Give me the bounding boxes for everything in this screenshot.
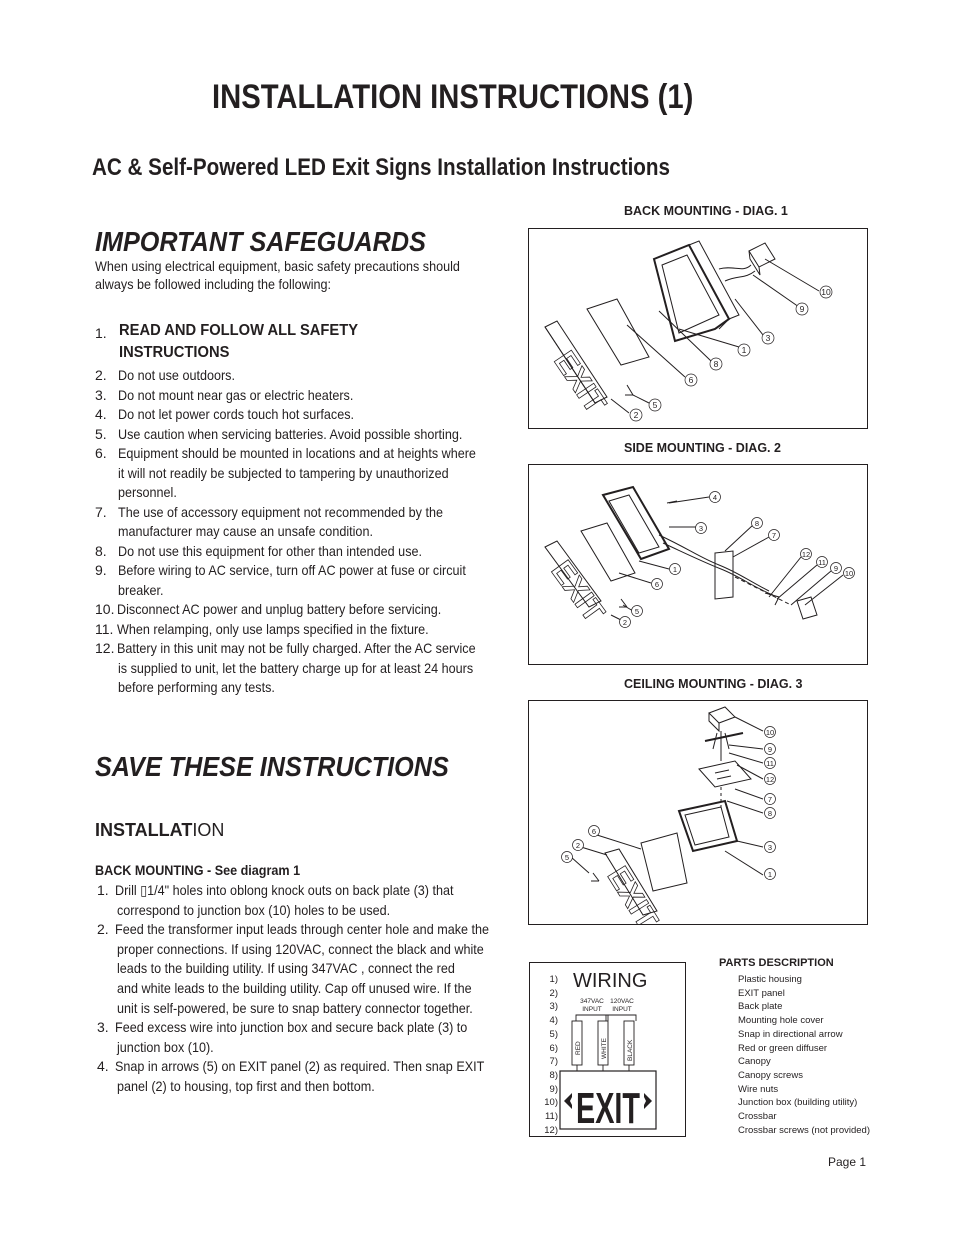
ceiling-mounting-diagram xyxy=(528,700,868,925)
callout-label: 9 xyxy=(767,745,773,754)
callout-label: 10 xyxy=(844,569,854,578)
callout-label: 1 xyxy=(741,345,747,355)
installation-heading-rest: ION xyxy=(192,820,225,840)
back-mounting-heading: BACK MOUNTING - See diagram 1 xyxy=(95,862,301,878)
safeguards-intro xyxy=(95,257,515,293)
callout-label: 7 xyxy=(771,531,777,540)
item-line: breaker. xyxy=(118,581,164,598)
part-label: Crossbar screws (not provided) xyxy=(738,1124,870,1136)
part-number: 10) xyxy=(544,1097,558,1109)
ceiling-mounting-illustration xyxy=(529,701,867,924)
step-line: Drill ▯1/4" holes into oblong knock outs on back plate (3) that xyxy=(115,882,454,898)
part-label: Snap in directional arrow xyxy=(738,1028,843,1040)
intro-line: When using electrical equipment, basic safety precautions should xyxy=(95,258,460,274)
item-number: 7. xyxy=(95,503,107,520)
part-number: 1) xyxy=(549,974,558,985)
part-number: 3) xyxy=(549,1001,558,1013)
part-number: 4) xyxy=(549,1015,558,1027)
item-number: 5. xyxy=(95,425,107,442)
item-line: When relamping, only use lamps specified in the fixture. xyxy=(117,620,429,637)
part-label: Canopy screws xyxy=(738,1069,803,1081)
step-line: leads to the building utility. If using 347VAC , connect the red xyxy=(117,960,455,977)
part-label: Mounting hole cover xyxy=(738,1015,824,1027)
callout-label: 6 xyxy=(591,827,597,836)
callout-label: 11 xyxy=(818,558,826,567)
part-label: Back plate xyxy=(738,1001,783,1013)
callout-label: 1 xyxy=(767,870,773,879)
wire-label-red: RED xyxy=(575,1041,582,1055)
wire-label-white: WHITE xyxy=(601,1038,608,1059)
installation-heading xyxy=(95,820,224,841)
callout-label: 9 xyxy=(799,304,805,314)
part-label: Junction box (building utility) xyxy=(738,1097,858,1109)
installation-heading-bold: INSTALLAT xyxy=(95,820,193,840)
wire-label-black: BLACK xyxy=(627,1039,634,1061)
item-line: Use caution when servicing batteries. Avoid possible shorting. xyxy=(118,425,463,442)
item-number: 10. xyxy=(95,601,115,617)
part-number: 6) xyxy=(549,1042,558,1054)
callout-label: 8 xyxy=(767,809,773,818)
callout-label: 7 xyxy=(767,795,773,804)
back-mounting-diagram xyxy=(528,228,868,429)
item-line: Equipment should be mounted in locations and at heights where xyxy=(118,445,476,461)
step-line: panel (2) to housing, top first and then bottom. xyxy=(117,1077,375,1094)
parts-heading: PARTS DESCRIPTION xyxy=(719,957,834,969)
step-line: unit is self-powered, be sure to snap battery connector together. xyxy=(117,999,473,1016)
step-line: Feed excess wire into junction box and secure back plate (3) to xyxy=(115,1019,468,1036)
step-line: Feed the transformer input leads through center hole and make the xyxy=(115,921,490,938)
callout-label: 2 xyxy=(633,410,639,420)
ceiling-mounting-caption: CEILING MOUNTING - DIAG. 3 xyxy=(624,677,803,691)
callout-label: 2 xyxy=(622,618,628,627)
callout-label: 5 xyxy=(634,607,640,616)
callout-label: 12 xyxy=(765,775,775,784)
intro-line: always be followed including the following: xyxy=(95,276,332,292)
part-label: EXIT panel xyxy=(738,987,785,999)
part-number: 9) xyxy=(549,1083,558,1095)
side-mounting-diagram xyxy=(528,464,868,665)
page-title: INSTALLATION INSTRUCTIONS (1) xyxy=(212,78,694,116)
item-line: Battery in this unit may not be fully charged. After the AC service xyxy=(117,640,476,656)
callout-label: 6 xyxy=(654,580,660,589)
item-line: Do not use this equipment for other than intended use. xyxy=(118,542,423,559)
callout-label: 4 xyxy=(712,493,718,502)
part-number: 2) xyxy=(549,987,558,999)
exit-panel-text: EXIT xyxy=(600,861,665,924)
part-number: 8) xyxy=(549,1069,558,1081)
part-label: Wire nuts xyxy=(738,1083,779,1095)
callout-label: 8 xyxy=(713,359,719,369)
item-number: 4. xyxy=(95,406,107,422)
save-instructions-heading: SAVE THESE INSTRUCTIONS xyxy=(95,751,449,782)
item-line: Do not use outdoors. xyxy=(118,367,235,383)
callout-label: 5 xyxy=(564,853,570,862)
item-line: READ AND FOLLOW ALL SAFETY xyxy=(119,322,359,339)
item-line: personnel. xyxy=(118,484,177,500)
input-120-line: INPUT xyxy=(612,1006,632,1013)
callout-label: 12 xyxy=(801,550,811,559)
item-number: 12. xyxy=(95,640,115,656)
callout-label: 11 xyxy=(766,759,774,768)
step-number: 4. xyxy=(97,1058,109,1075)
item-line: manufacturer may cause an unsafe condition. xyxy=(118,523,373,539)
side-mounting-caption: SIDE MOUNTING - DIAG. 2 xyxy=(624,441,781,455)
side-mounting-illustration xyxy=(529,465,867,664)
item-line: before performing any tests. xyxy=(118,679,275,695)
step-number: 3. xyxy=(97,1019,109,1036)
exit-panel-text: EXIT xyxy=(544,555,611,629)
item-line: The use of accessory equipment not recommended by the xyxy=(118,503,443,520)
callout-label: 3 xyxy=(765,333,771,343)
exit-panel-text: EXIT xyxy=(547,345,613,420)
input-347-line: INPUT xyxy=(582,1006,602,1013)
item-number: 8. xyxy=(95,542,107,559)
part-number: 7) xyxy=(549,1056,558,1068)
item-number: 6. xyxy=(95,445,107,461)
callout-label: 10 xyxy=(821,287,831,297)
item-number: 3. xyxy=(95,386,107,403)
item-line: is supplied to unit, let the battery charge up for at least 24 hours xyxy=(118,659,474,676)
part-number: 11) xyxy=(544,1111,558,1122)
callout-label: 3 xyxy=(698,524,704,533)
step-line: and white leads to the building utility. Cap off unused wire. If the xyxy=(117,979,472,996)
safeguards-heading: IMPORTANT SAFEGUARDS xyxy=(95,226,426,257)
item-number: 9. xyxy=(95,562,107,578)
callout-label: 3 xyxy=(767,843,773,852)
item-line: Disconnect AC power and unplug battery before servicing. xyxy=(117,601,442,617)
step-number: 2. xyxy=(97,921,109,938)
step-line: junction box (10). xyxy=(117,1038,214,1055)
callout-label: 6 xyxy=(688,375,694,385)
step-line: Snap in arrows (5) on EXIT panel (2) as required. Then snap EXIT xyxy=(115,1058,485,1075)
item-line: Do not let power cords touch hot surfaces. xyxy=(118,406,355,422)
input-120-line: 120VAC xyxy=(610,998,634,1005)
wiring-exit-text: EXIT xyxy=(576,1084,641,1133)
step-line: correspond to junction box (10) holes to be used. xyxy=(117,901,391,918)
item-line: it will not readily be subjected to tampering by unauthorized xyxy=(118,464,449,481)
item-number: 2. xyxy=(95,367,107,383)
item-number: 11. xyxy=(95,620,114,637)
back-mounting-caption: BACK MOUNTING - DIAG. 1 xyxy=(624,204,788,218)
callout-label: 1 xyxy=(672,565,678,574)
input-347-line: 347VAC xyxy=(580,998,604,1005)
item-line: INSTRUCTIONS xyxy=(119,344,230,361)
step-line: proper connections. If using 120VAC, connect the black and white xyxy=(117,940,484,957)
part-label: Crossbar xyxy=(738,1111,777,1122)
item-line: Before wiring to AC service, turn off AC power at fuse or circuit xyxy=(118,562,466,578)
item-number: 1. xyxy=(95,325,107,341)
callout-label: 8 xyxy=(754,519,760,528)
part-label: Red or green diffuser xyxy=(738,1042,828,1054)
callout-label: 10 xyxy=(765,728,775,737)
part-number: 12) xyxy=(544,1124,558,1136)
callout-label: 9 xyxy=(833,564,839,573)
part-label: Canopy xyxy=(738,1056,771,1068)
part-number: 5) xyxy=(549,1028,558,1040)
page-number: Page 1 xyxy=(828,1155,867,1169)
callout-label: 5 xyxy=(652,400,658,410)
callout-label: 2 xyxy=(575,841,581,850)
step-number: 1. xyxy=(97,882,109,898)
item-line: Do not mount near gas or electric heaters. xyxy=(118,386,354,403)
wiring-title: WIRING xyxy=(573,970,648,992)
part-label: Plastic housing xyxy=(738,974,802,985)
back-mounting-illustration xyxy=(529,229,867,428)
page-subtitle: AC & Self-Powered LED Exit Signs Installation Instructions xyxy=(92,154,671,181)
